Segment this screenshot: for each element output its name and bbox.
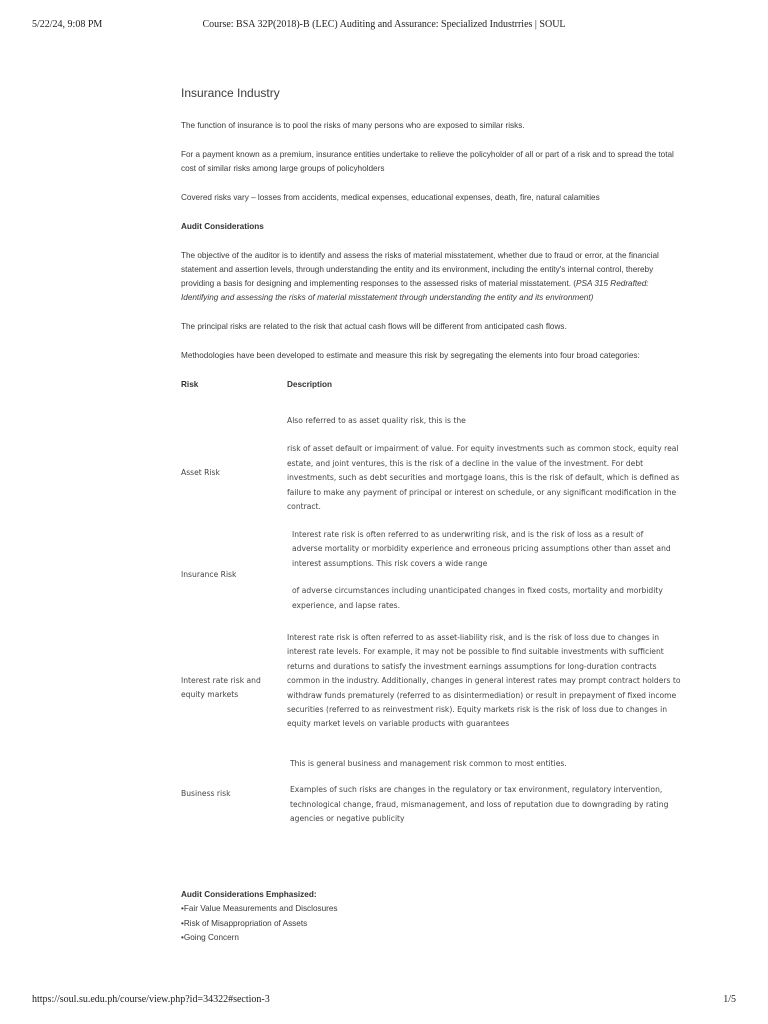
intro-paragraph-2: For a payment known as a premium, insurance entities undertake to relieve the policyholder of all or part of a risk and to spread the total cost of similar risks among large groups of policyholders xyxy=(181,150,674,173)
risk-description xyxy=(290,757,674,827)
description-part-1: This is general business and management risk common to most entities. xyxy=(290,759,567,768)
risk-column-header: Risk xyxy=(181,380,199,389)
description-part-1: Interest rate risk is often referred to as underwriting risk, and is the risk of loss as a result of adverse mortality or morbidity experience and erroneous pricing assumptions other than asset and interest assumptions. This risk covers a wide range xyxy=(292,530,671,568)
risk-description xyxy=(287,414,685,514)
description-column-header: Description xyxy=(287,380,333,389)
objective-citation: PSA 315 Redrafted: Identifying and assessing the risks of material misstatement through understanding the entity and its environment) xyxy=(181,279,649,302)
print-url: https://soul.su.edu.ph/course/view.php?id=34322#section-3 xyxy=(32,994,270,1005)
description-part-2: risk of asset default or impairment of value. For equity investments such as common stock, equity real estate, and joint ventures, this is the risk of a decline in the value of the investment. For debt investments, such as debt securities and mortgage loans, this is the risk of default, which is defined as failure to make any payment of principal or interest on schedule, or any significant modification in the contract. xyxy=(287,444,680,512)
emphasized-item: •Risk of Misappropriation of Assets xyxy=(181,918,308,928)
objective-text: The objective of the auditor is to identify and assess the risks of material misstatement, whether due to fraud or error, at the financial statement and assertion levels, through understanding the entity and its environment, including the entity's internal control, thereby providing a basis for designing and implementing responses to the assessed risks of material misstatement. ( xyxy=(181,251,659,288)
objective-paragraph xyxy=(181,249,681,305)
risk-name: Business risk xyxy=(181,789,231,798)
emphasized-section xyxy=(181,888,338,946)
risk-name: Asset Risk xyxy=(181,468,220,477)
risk-description xyxy=(287,631,687,732)
emphasized-heading: Audit Considerations Emphasized: xyxy=(181,890,317,899)
intro-paragraph-1: The function of insurance is to pool the risks of many persons who are exposed to similar risks. xyxy=(181,121,525,130)
table-row xyxy=(181,528,681,631)
risk-description xyxy=(292,528,672,613)
table-row xyxy=(181,414,681,528)
table-row xyxy=(181,631,681,757)
description-part-1: Also referred to as asset quality risk, this is the xyxy=(287,416,466,425)
intro-paragraph-3: Covered risks vary – losses from accidents, medical expenses, educational expenses, death, fire, natural calamities xyxy=(181,193,600,202)
risk-name: Interest rate risk and equity markets xyxy=(181,676,261,700)
methodologies-paragraph: Methodologies have been developed to estimate and measure this risk by segregating the elements into four broad categories: xyxy=(181,351,640,360)
risk-name: Insurance Risk xyxy=(181,570,237,579)
main-content xyxy=(181,86,681,837)
risk-table xyxy=(181,378,681,837)
audit-considerations-heading: Audit Considerations xyxy=(181,222,264,231)
risk-table-header xyxy=(181,378,681,414)
description-part-1: Interest rate risk is often referred to as asset-liability risk, and is the risk of loss due to changes in interest rate levels. For example, it may not be possible to find suitable investments with sufficient returns and durations to satisfy the investment earnings assumptions for long-duration contracts common in the industry. Additionally, changes in general interest rates may prompt contract holders to withdraw funds prematurely (referred to as disintermediation) or result in prepayment of fixed income securities (referred to as reinvestment risk). Equity markets risk is the risk of loss due to changes in equity market levels on variable products with guarantees xyxy=(287,633,681,729)
print-datetime: 5/22/24, 9:08 PM xyxy=(32,19,103,30)
table-row xyxy=(181,757,681,837)
print-page-number: 1/5 xyxy=(723,994,736,1005)
page-title: Insurance Industry xyxy=(181,86,280,100)
description-part-2: Examples of such risks are changes in the regulatory or tax environment, regulatory intervention, technological change, fraud, mismanagement, and loss of reputation due to downgrading by rating agencies or negative publicity xyxy=(290,785,669,824)
emphasized-item: •Going Concern xyxy=(181,933,239,943)
print-course-title: Course: BSA 32P(2018)-B (LEC) Auditing and Assurance: Specialized Industrries | SOUL xyxy=(202,19,566,30)
description-part-2: of adverse circumstances including unanticipated changes in fixed costs, mortality and morbidity experience, and lapse rates. xyxy=(292,586,663,610)
principal-risks-paragraph: The principal risks are related to the risk that actual cash flows will be different from anticipated cash flows. xyxy=(181,322,567,331)
emphasized-item: •Fair Value Measurements and Disclosures xyxy=(181,904,338,914)
